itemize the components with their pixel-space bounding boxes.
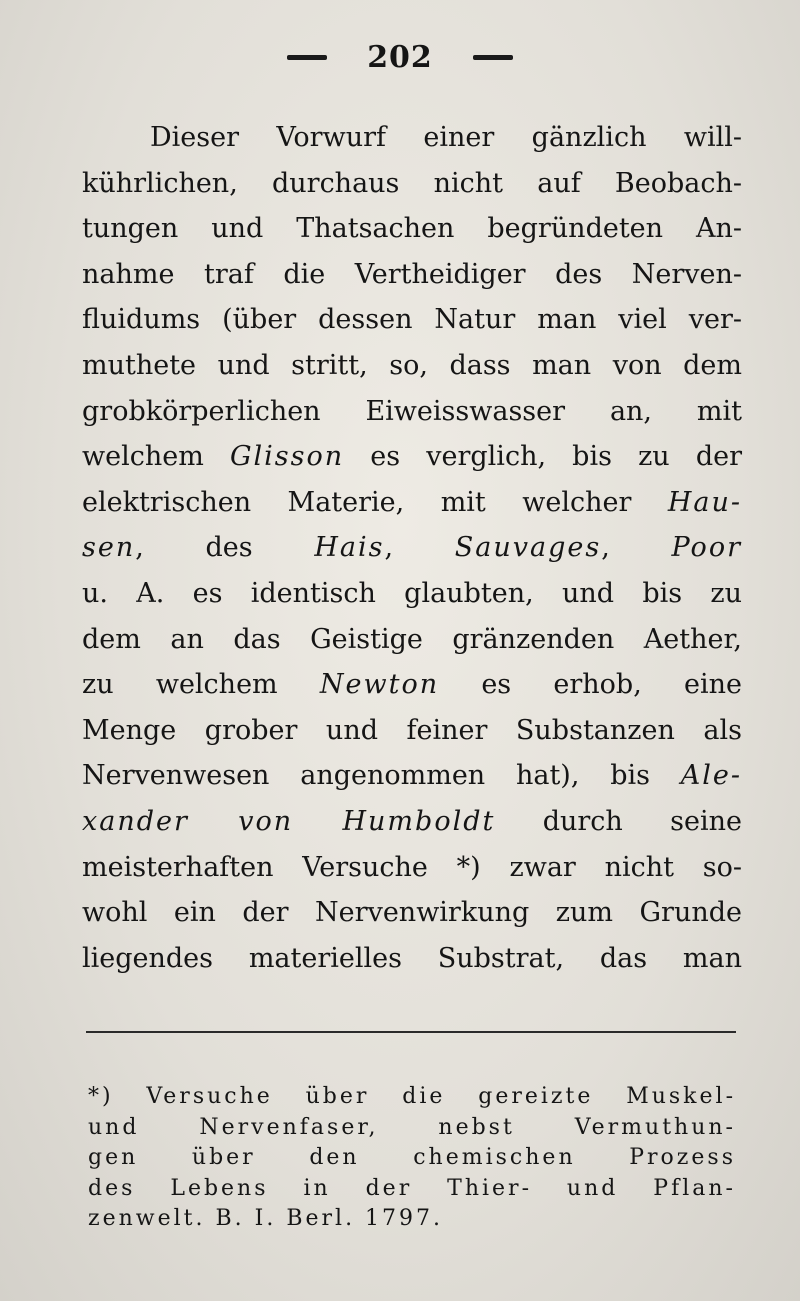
emphasized-name: xander von Humboldt	[82, 805, 496, 837]
text-run: welchem	[82, 441, 230, 473]
body-text	[82, 115, 742, 981]
text-run: grobkörperlichen Eiweisswasser an, mit	[82, 395, 742, 427]
body-line	[82, 525, 742, 571]
emphasized-name: Glisson	[229, 441, 345, 473]
text-run: Menge grober und feiner Substanzen als	[82, 714, 742, 746]
page-header	[0, 40, 800, 75]
page-number: 202	[367, 40, 433, 75]
body-line	[82, 617, 742, 663]
text-run: kührlichen, durchaus nicht auf Beobach-	[82, 167, 742, 199]
text-run: muthete und stritt, so, dass man von dem	[82, 349, 742, 381]
body-line	[82, 708, 742, 754]
body-line	[82, 936, 742, 982]
text-run: elektrischen Materie, mit welcher	[82, 486, 668, 518]
footnote-line: *) Versuche über die gereizte Muskel-	[88, 1084, 736, 1109]
body-line	[82, 206, 742, 252]
footnote-divider	[86, 1031, 736, 1033]
body-line	[82, 753, 742, 799]
text-run: ,	[384, 532, 455, 564]
body-line	[82, 343, 742, 389]
text-run: tungen und Thatsachen begründeten An-	[82, 213, 742, 245]
emphasized-name: Sauvages	[454, 532, 602, 564]
footnote	[88, 1082, 736, 1235]
text-run: durch seine	[495, 805, 743, 837]
text-run: , des	[135, 532, 315, 564]
text-run: Nervenwesen angenommen hat), bis	[82, 760, 681, 792]
body-line	[82, 662, 742, 708]
text-run: dem an das Geistige gränzenden Aether,	[82, 623, 742, 655]
body-line	[82, 389, 742, 435]
emphasized-name: Hau-	[667, 486, 742, 518]
body-line	[82, 297, 742, 343]
text-run: Dieser Vorwurf einer gänzlich will-	[150, 122, 742, 153]
header-dash-left	[287, 55, 327, 60]
text-run: liegendes materielles Substrat, das man	[82, 942, 742, 974]
footnote-line: des Lebens in der Thier- und Pflan-	[88, 1175, 736, 1201]
footnote-line: und Nervenfaser, nebst Vermuthun-	[88, 1114, 736, 1140]
footnote-line: gen über den chemischen Prozess	[88, 1145, 736, 1170]
body-line	[82, 480, 742, 526]
emphasized-name: Ale-	[680, 760, 742, 792]
emphasized-name: Poor	[671, 532, 742, 564]
text-run: es verglich, bis zu der	[344, 441, 742, 473]
body-line	[82, 161, 742, 207]
text-run: fluidums (über dessen Natur man viel ver-	[82, 304, 742, 336]
text-run: es erhob, eine	[439, 669, 742, 701]
emphasized-name: sen	[82, 532, 136, 564]
body-line	[82, 845, 742, 891]
body-line	[82, 252, 742, 298]
text-run: nahme traf die Vertheidiger des Nerven-	[82, 258, 742, 290]
text-run: meisterhaften Versuche *) zwar nicht so-	[82, 851, 742, 883]
body-line	[82, 434, 742, 480]
text-run: u. A. es identisch glaubten, und bis zu	[82, 577, 742, 609]
body-line	[82, 799, 742, 845]
body-line	[82, 571, 742, 617]
text-run: zu welchem	[82, 669, 320, 701]
text-run: wohl ein der Nervenwirkung zum Grunde	[82, 897, 742, 929]
body-line	[82, 115, 742, 161]
emphasized-name: Hais	[314, 532, 385, 564]
text-run: ,	[601, 532, 672, 564]
header-dash-right	[473, 55, 513, 60]
body-line	[82, 890, 742, 936]
emphasized-name: Newton	[319, 669, 440, 701]
footnote-line: zenwelt. B. I. Berl. 1797.	[88, 1206, 444, 1231]
